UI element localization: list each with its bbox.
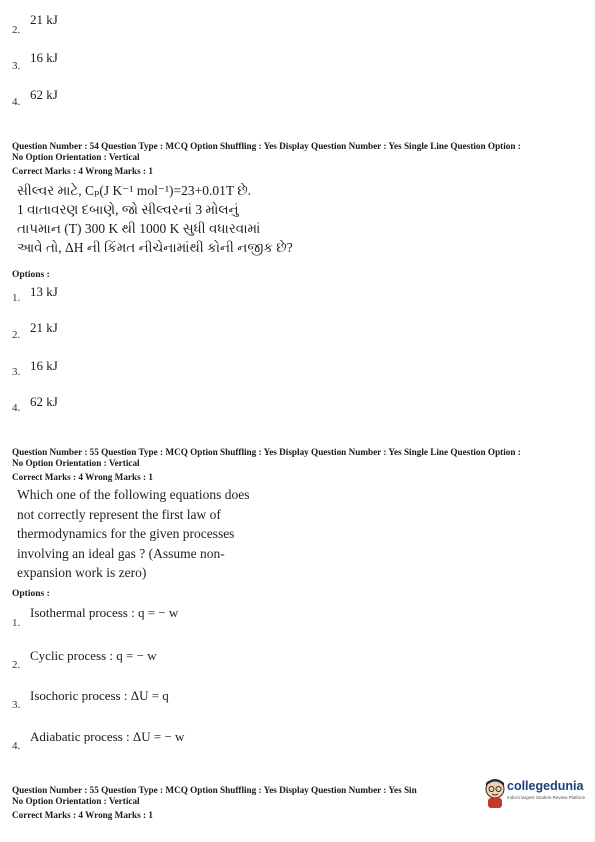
option-number: 4. bbox=[12, 402, 21, 414]
options-label: Options : bbox=[12, 270, 50, 280]
option-number: 1. bbox=[12, 617, 21, 629]
options-label: Options : bbox=[12, 589, 50, 599]
option-number: 1. bbox=[12, 292, 21, 304]
question-line: not correctly represent the first law of bbox=[17, 506, 221, 522]
option-number: 2. bbox=[12, 24, 21, 36]
question-line: તાપમાન (T) 300 K થી 1000 K સુધી વધારવામાં bbox=[17, 221, 261, 236]
question-line: Which one of the following equations does bbox=[17, 487, 250, 502]
question-meta bbox=[12, 141, 521, 163]
option-text: Adiabatic process : ΔU = − w bbox=[30, 729, 185, 744]
option-text: 62 kJ bbox=[30, 394, 58, 409]
option-text: Isochoric process : ΔU = q bbox=[30, 688, 169, 703]
logo-tagline: India's largest Student Review Platform bbox=[507, 795, 586, 800]
option-text: 21 kJ bbox=[30, 320, 58, 335]
question-meta-line: Question Number : 54 Question Type : MCQ Option Shuffling : Yes Display Question Number : Yes Single Line Question Option : bbox=[12, 141, 521, 151]
question-meta bbox=[12, 785, 417, 807]
option-number: 2. bbox=[12, 659, 21, 671]
question-line: thermodynamics for the given processes bbox=[17, 526, 235, 541]
question-line: સીલ્વર માટે, Cₚ(J K⁻¹ mol⁻¹)=23+0.01T છે. bbox=[17, 183, 252, 198]
option-text: Cyclic process : q = − w bbox=[30, 648, 157, 663]
marks-info: Correct Marks : 4 Wrong Marks : 1 bbox=[12, 166, 153, 176]
option-number: 4. bbox=[12, 740, 21, 752]
question-text bbox=[17, 485, 249, 583]
marks-info: Correct Marks : 4 Wrong Marks : 1 bbox=[12, 810, 153, 820]
question-meta-line: No Option Orientation : Vertical bbox=[12, 458, 140, 468]
question-text bbox=[17, 181, 293, 257]
option-text: 62 kJ bbox=[30, 87, 58, 102]
question-line: expansion work is zero) bbox=[17, 565, 147, 580]
option-text: 16 kJ bbox=[30, 50, 58, 65]
option-text: Isothermal process : q = − w bbox=[30, 605, 179, 620]
option-text: 13 kJ bbox=[30, 284, 58, 299]
question-line: 1 વાતાવરણ દબાણે, જો સીલ્વરનાં 3 મોલનું bbox=[17, 202, 239, 217]
question-line: involving an ideal gas ? (Assume non- bbox=[17, 545, 225, 561]
option-number: 2. bbox=[12, 329, 21, 341]
question-meta-line: Question Number : 55 Question Type : MCQ Option Shuffling : Yes Display Question Number : Yes Sin bbox=[12, 785, 417, 795]
option-number: 4. bbox=[12, 96, 21, 108]
logo-text: collegedunia bbox=[507, 779, 584, 793]
question-meta-line: No Option Orientation : Vertical bbox=[12, 152, 140, 162]
question-line: આવે તો, ΔH ની કિંમત નીચેનામાંથી કોની નજીક છે? bbox=[17, 240, 293, 255]
option-number: 3. bbox=[12, 60, 21, 72]
question-meta-line: No Option Orientation : Vertical bbox=[12, 796, 140, 806]
mascot-icon bbox=[482, 777, 508, 809]
question-meta-line: Question Number : 55 Question Type : MCQ Option Shuffling : Yes Display Question Number : Yes Single Line Question Option : bbox=[12, 447, 521, 457]
question-meta bbox=[12, 447, 521, 469]
option-text: 21 kJ bbox=[30, 12, 58, 27]
option-text: 16 kJ bbox=[30, 358, 58, 373]
marks-info: Correct Marks : 4 Wrong Marks : 1 bbox=[12, 472, 153, 482]
option-number: 3. bbox=[12, 699, 21, 711]
option-number: 3. bbox=[12, 366, 21, 378]
